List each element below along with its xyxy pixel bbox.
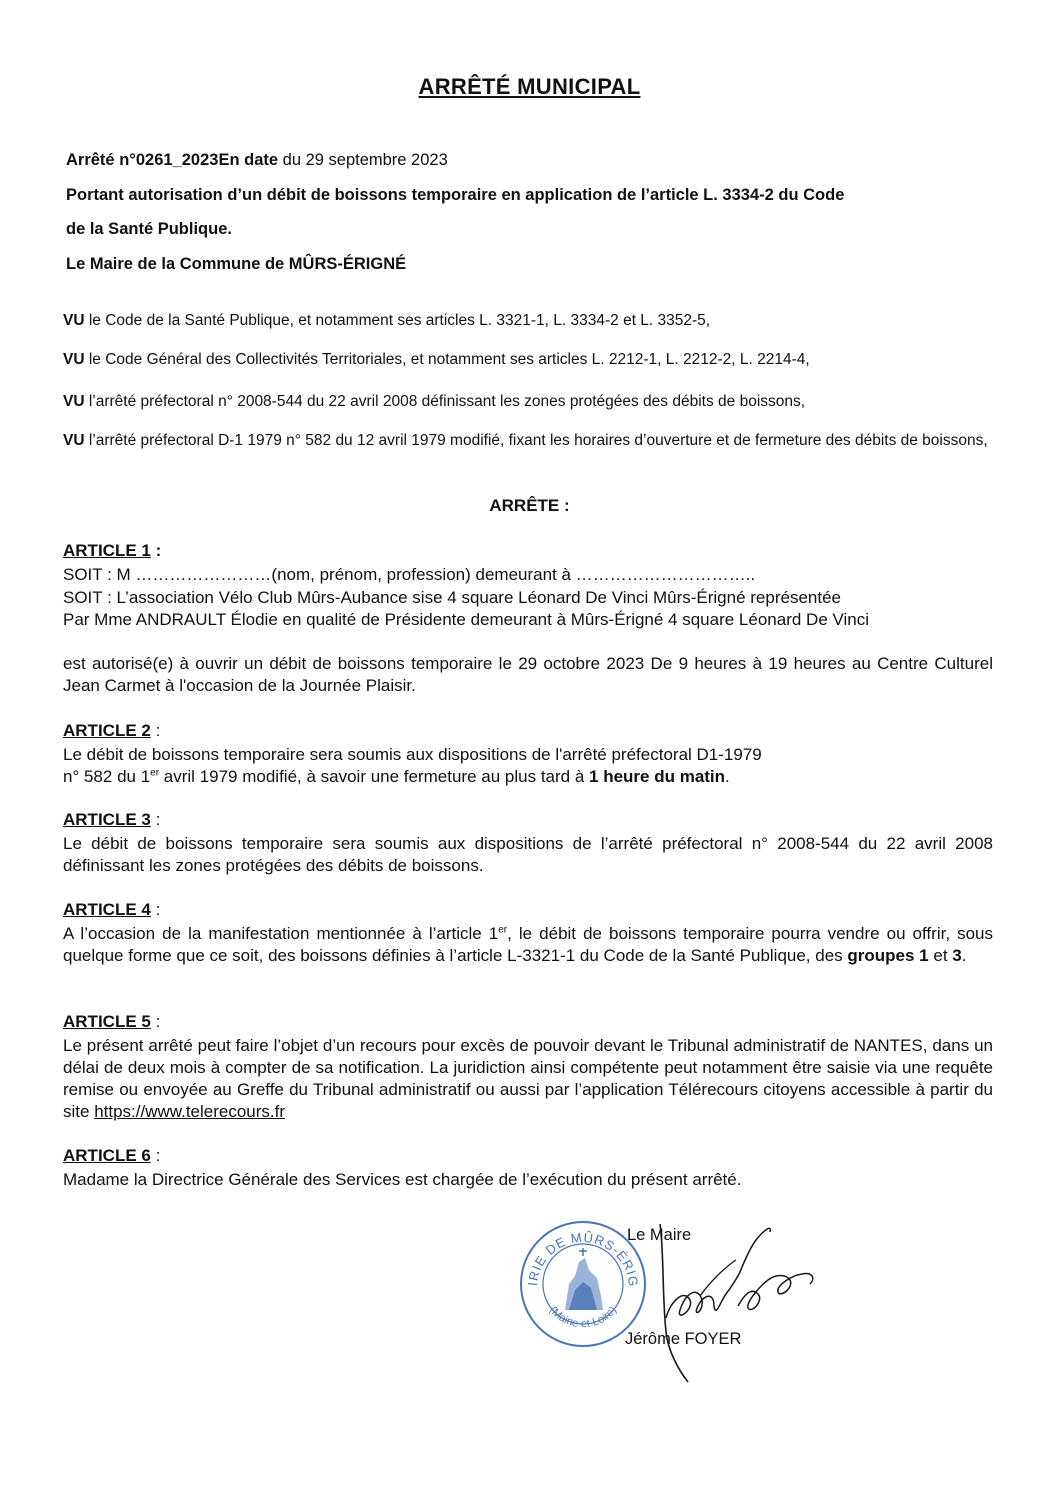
article-2-line-1: Le débit de boissons temporaire sera soumis aux dispositions de l'arrêté préfectoral D1-1979	[63, 745, 762, 764]
article-1-soit-association: SOIT : L’association Vélo Club Mûrs-Aubance sise 4 square Léonard De Vinci Mûrs-Érigné représentée	[63, 588, 841, 607]
article-4-text: A l’occasion de la manifestation mentionnée à l’article 1er, le débit de boissons temporaire pourra vendre ou offrir, sous quelque forme que ce soit, des boissons définies à l’article L-3321-1 du Code de la Santé Publique, des groupes 1 et 3.	[63, 924, 993, 965]
visa-vu: VU	[63, 432, 85, 449]
article-6-text: Madame la Directrice Générale des Services est chargée de l’exécution du présent arrêté.	[63, 1170, 742, 1189]
visa-text: le Code de la Santé Publique, et notamment ses articles L. 3321-1, L. 3334-2 et L. 3352-5,	[84, 312, 711, 329]
visa-text: l’arrêté préfectoral D-1 1979 n° 582 du 12 avril 1979 modifié, fixant les horaires d’ouverture et de fermeture des débits de boissons,	[84, 432, 988, 449]
decree-number: Arrêté n°0261_2023En date	[66, 151, 279, 169]
visa-text: le Code Général des Collectivités Territoriales, et notamment ses articles L. 2212-1, L. 2212-2, L. 2214-4,	[84, 351, 810, 368]
visa-vu: VU	[63, 312, 85, 329]
visa-1	[63, 311, 993, 331]
arrete-heading: ARRÊTE :	[489, 496, 570, 515]
decree-date: du 29 septembre 2023	[278, 151, 448, 169]
article-3-text: Le débit de boissons temporaire sera soumis aux dispositions de l’arrêté préfectoral n° 2008-544 du 22 avril 2008 définissant les zones protégées des débits de boissons.	[63, 834, 993, 875]
visa-vu: VU	[63, 351, 85, 368]
visa-4	[63, 431, 993, 451]
mayor-role: Le Maire	[627, 1226, 692, 1244]
telerecours-link[interactable]: https://www.telerecours.fr	[94, 1102, 286, 1121]
subject-line-2: de la Santé Publique.	[66, 220, 232, 238]
svg-text:(Maine-et-Loire): (Maine-et-Loire)	[546, 1304, 620, 1331]
article-2-line-2: n° 582 du 1er avril 1979 modifié, à savoir une fermeture au plus tard à 1 heure du matin.	[63, 767, 730, 786]
article-5-heading: ARTICLE 5 :	[63, 1012, 161, 1031]
article-1-soit-person: SOIT : M ……………………(nom, prénom, profession) demeurant à …………………………..	[63, 565, 756, 584]
article-4-heading: ARTICLE 4 :	[63, 900, 161, 919]
visa-vu: VU	[63, 393, 85, 410]
handwritten-signature	[640, 1222, 840, 1397]
mayor-line: Le Maire de la Commune de MÛRS-ÉRIGNÉ	[66, 255, 407, 273]
article-6-heading: ARTICLE 6 :	[63, 1146, 161, 1165]
article-2-heading: ARTICLE 2 :	[63, 721, 161, 740]
subject-line-1: Portant autorisation d’un débit de boissons temporaire en application de l’article L. 3334-2 du Code	[66, 186, 845, 204]
visa-text: l’arrêté préfectoral n° 2008-544 du 22 avril 2008 définissant les zones protégées des débits de boissons,	[84, 393, 806, 410]
article-1-heading: ARTICLE 1 :	[63, 541, 162, 560]
article-5-text: Le présent arrêté peut faire l’objet d’un recours pour excès de pouvoir devant le Tribunal administratif de NANTES, dans un délai de deux mois à compter de sa notification. La juridiction ainsi compétente peut notamment être saisie via une requête remise ou envoyée au Greffe du Tribunal administratif ou aussi par l’application Télérecours citoyens accessible à partir du site https://www.telerecours.fr	[63, 1036, 993, 1121]
article-1-authorization: est autorisé(e) à ouvrir un débit de boissons temporaire le 29 octobre 2023 De 9 heures à 19 heures au Centre Culturel Jean Carmet à l'occasion de la Journée Plaisir.	[63, 654, 993, 695]
svg-text:MAIRIE DE MÛRS-ÉRIGNÉ: IRIE DE MÛRS-ÉRIG	[525, 1229, 642, 1289]
visa-2	[63, 350, 993, 370]
article-1-representative: Par Mme ANDRAULT Élodie en qualité de Présidente demeurant à Mûrs-Érigné 4 square Léonard De Vinci	[63, 610, 870, 629]
decree-number-line	[66, 151, 448, 170]
mayor-name: Jérôme FOYER	[625, 1330, 742, 1348]
visa-3	[63, 392, 993, 412]
document-title: ARRÊTÉ MUNICIPAL	[418, 74, 641, 99]
article-3-heading: ARTICLE 3 :	[63, 810, 161, 829]
